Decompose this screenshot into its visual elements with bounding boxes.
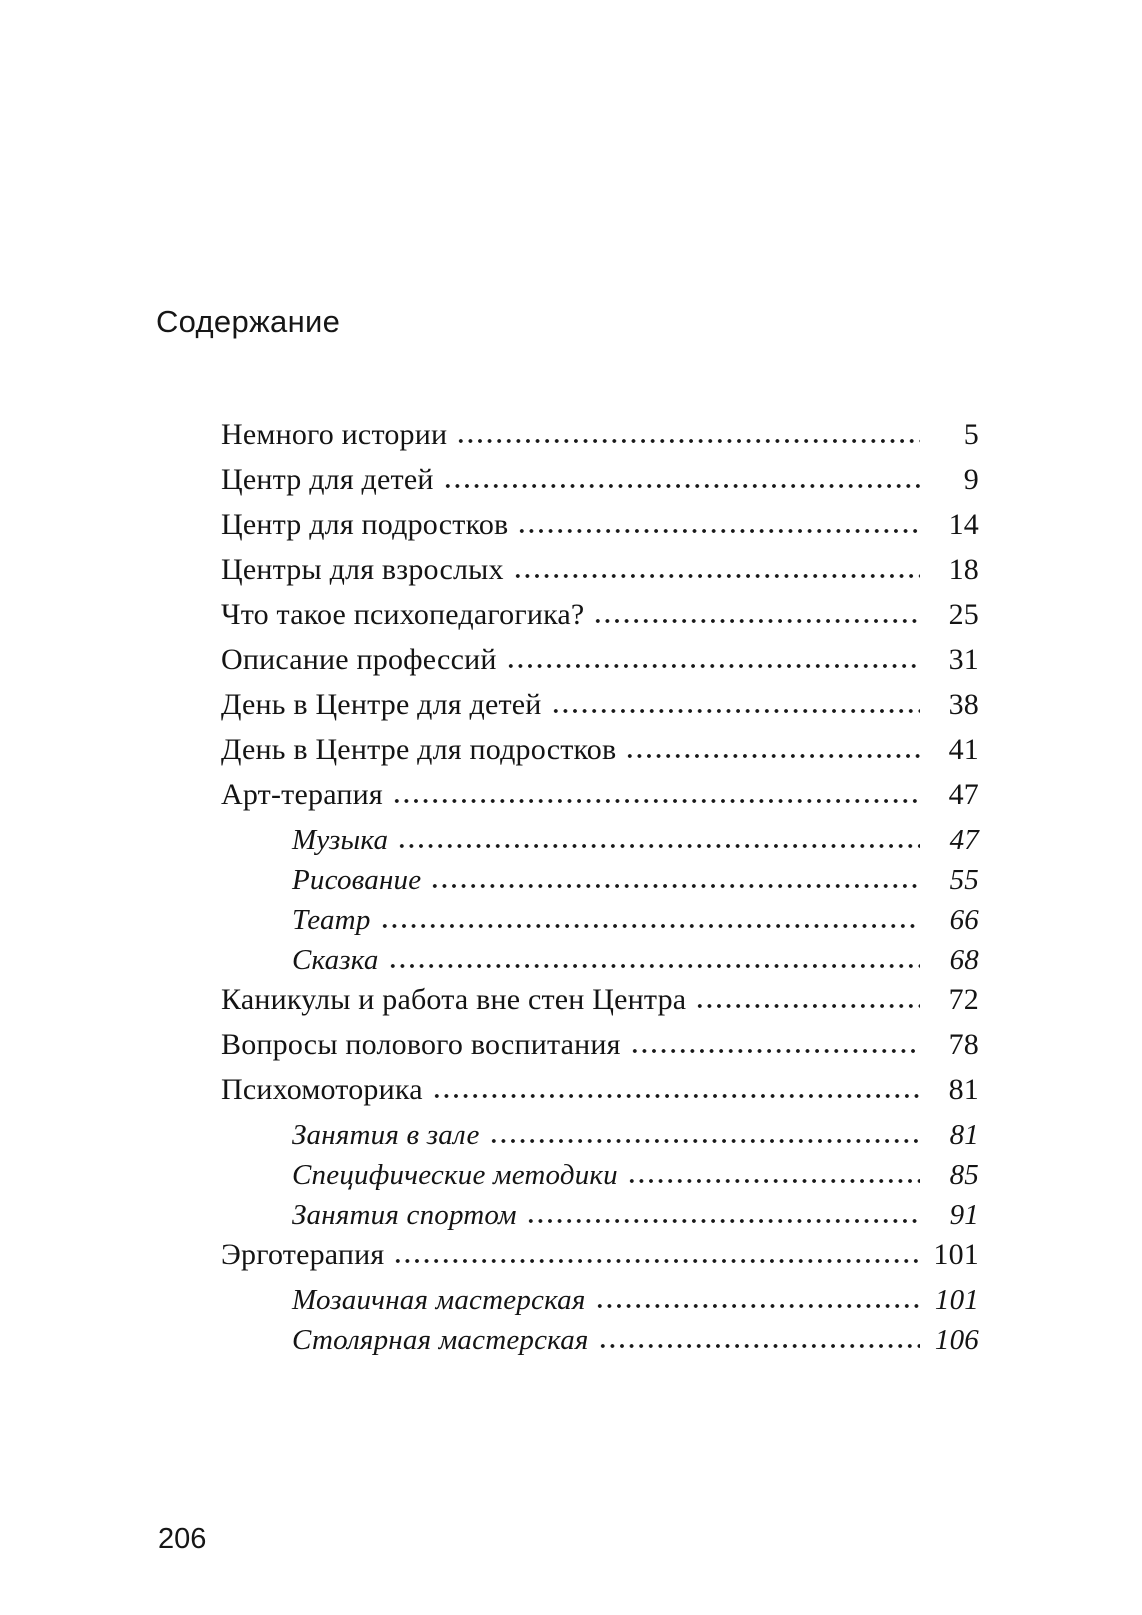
toc-entry-title: День в Центре для детей — [221, 688, 542, 721]
toc-entry-title: Мозаичная мастерская — [292, 1284, 586, 1316]
toc-entry — [221, 1030, 979, 1060]
toc-entry-title: Центры для взрослых — [221, 553, 504, 586]
toc-entry-title: Музыка — [292, 824, 389, 856]
toc-entry-title: Каникулы и работа вне стен Центра — [221, 983, 687, 1016]
dot-leader — [388, 963, 920, 969]
toc-entry — [292, 865, 979, 895]
toc-entry-title: Столярная мастерская — [292, 1324, 589, 1356]
toc-entry — [221, 735, 979, 765]
toc-entry-page-number: 47 — [948, 778, 979, 811]
toc-entry — [221, 1240, 979, 1270]
toc-entry-page-number: 31 — [948, 643, 979, 676]
toc-entry — [221, 780, 979, 810]
toc-entry — [292, 1200, 979, 1230]
dot-leader — [625, 753, 920, 759]
toc-entry-title: Центр для детей — [221, 463, 434, 496]
dot-leader — [593, 618, 920, 624]
toc-entry-page-number: 41 — [948, 733, 979, 766]
dot-leader — [456, 438, 920, 444]
dot-leader — [432, 1093, 920, 1099]
dot-leader — [551, 708, 920, 714]
toc-entry-page-number: 38 — [948, 688, 979, 721]
toc-entry-page-number: 14 — [948, 508, 979, 541]
dot-leader — [517, 528, 920, 534]
dot-leader — [430, 883, 920, 889]
toc-entry — [292, 905, 979, 935]
toc-entry — [292, 1120, 979, 1150]
dot-leader — [627, 1178, 920, 1184]
toc-entry — [221, 985, 979, 1015]
toc-entry-title: Что такое психопедагогика? — [221, 598, 585, 631]
dot-leader — [513, 573, 920, 579]
toc-entry-page-number: 78 — [948, 1028, 979, 1061]
toc-entry — [221, 600, 979, 630]
toc-entry — [221, 465, 979, 495]
toc-entry-title: Арт-терапия — [221, 778, 383, 811]
toc-entry-title: Рисование — [292, 864, 422, 896]
toc-entry-title: Психомоторика — [221, 1073, 423, 1106]
toc-entry-title: Специфические методики — [292, 1159, 618, 1191]
toc-entry — [221, 1075, 979, 1105]
toc-entry-page-number: 5 — [963, 418, 979, 451]
toc-entry-page-number: 47 — [949, 824, 979, 856]
toc-entry-title: Сказка — [292, 944, 379, 976]
dot-leader — [489, 1138, 920, 1144]
toc-entry-page-number: 66 — [949, 904, 979, 936]
dot-leader — [598, 1343, 920, 1349]
dot-leader — [630, 1048, 920, 1054]
toc-entry — [292, 1160, 979, 1190]
toc-entry-page-number: 72 — [948, 983, 979, 1016]
toc-entry — [221, 645, 979, 675]
toc-entry-title: Немного истории — [221, 418, 448, 451]
toc-entry — [221, 555, 979, 585]
page-title: Содержание — [156, 304, 341, 339]
toc-entry-title: Эрготерапия — [221, 1238, 385, 1271]
dot-leader — [443, 483, 920, 489]
toc-entry — [221, 420, 979, 450]
dot-leader — [393, 1258, 920, 1264]
toc-entry — [292, 1325, 979, 1355]
toc-entry — [292, 1285, 979, 1315]
toc-entry-title: Театр — [292, 904, 371, 936]
toc-entry-page-number: 101 — [933, 1238, 979, 1271]
toc-entry-title: Центр для подростков — [221, 508, 509, 541]
toc-entry-title: Занятия спортом — [292, 1199, 517, 1231]
toc-entry-page-number: 68 — [949, 944, 979, 976]
dot-leader — [397, 843, 920, 849]
dot-leader — [695, 1003, 920, 1009]
toc-entry-page-number: 101 — [934, 1284, 979, 1316]
toc-entry — [292, 945, 979, 975]
toc-entry-title: Вопросы полового воспитания — [221, 1028, 621, 1061]
toc-entry-page-number: 91 — [949, 1199, 979, 1231]
toc-entry — [292, 825, 979, 855]
toc-entry-title: Занятия в зале — [292, 1119, 480, 1151]
toc-list — [221, 420, 979, 1365]
toc-entry-page-number: 55 — [949, 864, 979, 896]
toc-entry-page-number: 106 — [934, 1324, 979, 1356]
toc-entry — [221, 510, 979, 540]
toc-entry-page-number: 81 — [948, 1073, 979, 1106]
dot-leader — [526, 1218, 920, 1224]
dot-leader — [392, 798, 920, 804]
dot-leader — [380, 923, 920, 929]
dot-leader — [595, 1303, 920, 1309]
toc-entry-page-number: 9 — [963, 463, 979, 496]
toc-entry-page-number: 81 — [949, 1119, 979, 1151]
toc-entry-title: День в Центре для подростков — [221, 733, 617, 766]
toc-entry — [221, 690, 979, 720]
dot-leader — [506, 663, 920, 669]
toc-entry-page-number: 18 — [948, 553, 979, 586]
toc-entry-page-number: 85 — [949, 1159, 979, 1191]
toc-entry-page-number: 25 — [948, 598, 979, 631]
footer-page-number: 206 — [158, 1523, 207, 1555]
toc-entry-title: Описание профессий — [221, 643, 497, 676]
